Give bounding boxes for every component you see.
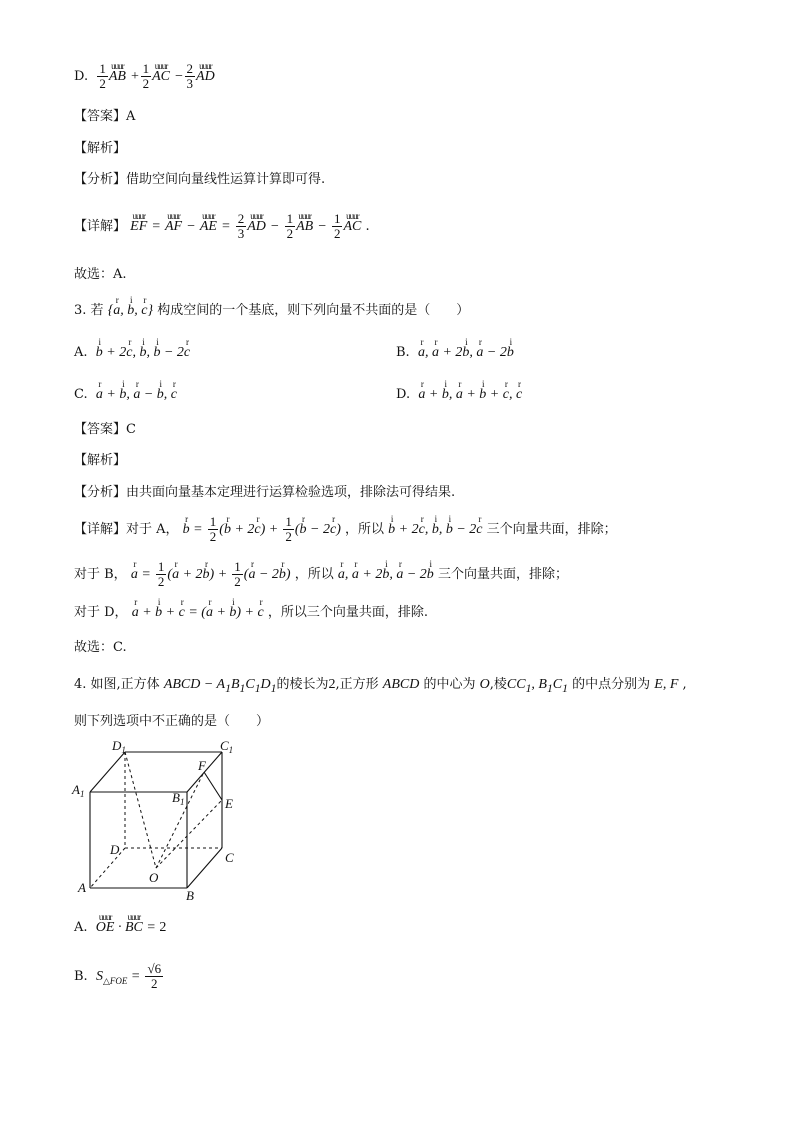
label-A1: $A_1$ <box>72 782 85 799</box>
q2-xiangjie: 【详解】 uuur EF = uuur AF − uuur AE = $\frac{2}{3}$ uuur AD − $\frac{1}{2}$ uuur AB − $\frac{1}{2}$ uuur AC . <box>74 212 370 241</box>
q3-xiangjie-b: 对于 B， r a = $\frac{1}{2}$ (r a + 2r b) + $\frac{1}{2}$ (r a − 2r b) ，所以 r a, r a + 2i b, r a − 2i b 三个向量共面，排除； <box>74 560 568 589</box>
q3-stem: 3. 若 {r a, i b, r c} 构成空间的一个基底，则下列向量不共面的是（ ） <box>74 301 469 321</box>
q2-xiangjie-label: 【详解】 <box>74 219 127 234</box>
q2-choice: 故选：A. <box>74 267 127 282</box>
q3-option-c: C. r a + i b, r a − i b, r c <box>74 385 177 405</box>
q4-stem-line2: 则下列选项中不正确的是（ ） <box>74 714 270 729</box>
edge-A1-D1 <box>90 752 125 792</box>
q3-option-a: A. i b + 2r c, i b, i b − 2r c <box>74 343 190 363</box>
q3-answer: 【答案】C <box>74 422 136 437</box>
edge-C-B <box>187 848 222 888</box>
label-B: B <box>186 888 194 903</box>
label-D: D <box>110 842 120 857</box>
q2-option-d-label: D. <box>74 69 89 84</box>
q4-stem-line1: 4. 如图,正方体 ABCD − $A_1B_1C_1D_1$的棱长为2,正方形 ABCD 的中心为 O,棱$CC_1$, $B_1C_1$ 的中点分别为 E, F , <box>74 677 687 695</box>
segment-O-E <box>156 800 222 868</box>
label-D1: $D_1$ <box>112 738 126 755</box>
label-C1: $C_1$ <box>220 738 234 755</box>
q3-choice: 故选：C. <box>74 640 127 655</box>
segment-F-E <box>204 772 222 800</box>
q3-fenxi: 【分析】由共面向量基本定理进行运算检验选项，排除法可得结果. <box>74 485 456 500</box>
q3-option-d: D. r a + i b, r a + i b + r c, r c <box>396 385 522 405</box>
edge-D-A <box>90 848 125 888</box>
q3-xiangjie-d: 对于 D， r a + i b + r c = (r a + i b) + r c ，所以三个向量共面，排除. <box>74 603 428 623</box>
q2-analysis-title: 【解析】 <box>74 141 127 156</box>
segment-O-F <box>156 772 204 868</box>
label-B1: $B_1$ <box>172 790 185 807</box>
label-A: A <box>78 880 86 895</box>
label-E: E <box>225 796 233 811</box>
label-C: C <box>225 850 234 865</box>
label-F: F <box>198 758 206 773</box>
q4-option-b: B. $S_{\triangle FOE}$ = $\frac{√6}{2}$ <box>74 961 162 991</box>
segment-D1-O <box>125 752 156 868</box>
q3-xiangjie-a: 【详解】对于 A， r b = $\frac{1}{2}$ (r b + 2r c) + $\frac{1}{2}$ (r b − 2r c) ，所以 i b + 2r c, i b, i b − 2r c 三个向量共面，排除； <box>74 515 617 544</box>
q2-fenxi: 【分析】借助空间向量线性运算计算即可得. <box>74 172 326 187</box>
q2-answer: 【答案】A <box>74 109 136 124</box>
q2-option-d: D. $\frac{1}{2}$ uuur AB + $\frac{1}{2}$ uuur AC − $\frac{2}{3}$ uuur AD <box>74 62 215 91</box>
q4-option-a: A. uuur OE · uuur BC = 2 <box>74 918 166 938</box>
label-O: O <box>149 870 159 885</box>
q3-option-b: B. r a, r a + 2i b, r a − 2i b <box>396 343 514 363</box>
cube-figure <box>70 736 250 906</box>
q3-analysis-title: 【解析】 <box>74 453 127 468</box>
